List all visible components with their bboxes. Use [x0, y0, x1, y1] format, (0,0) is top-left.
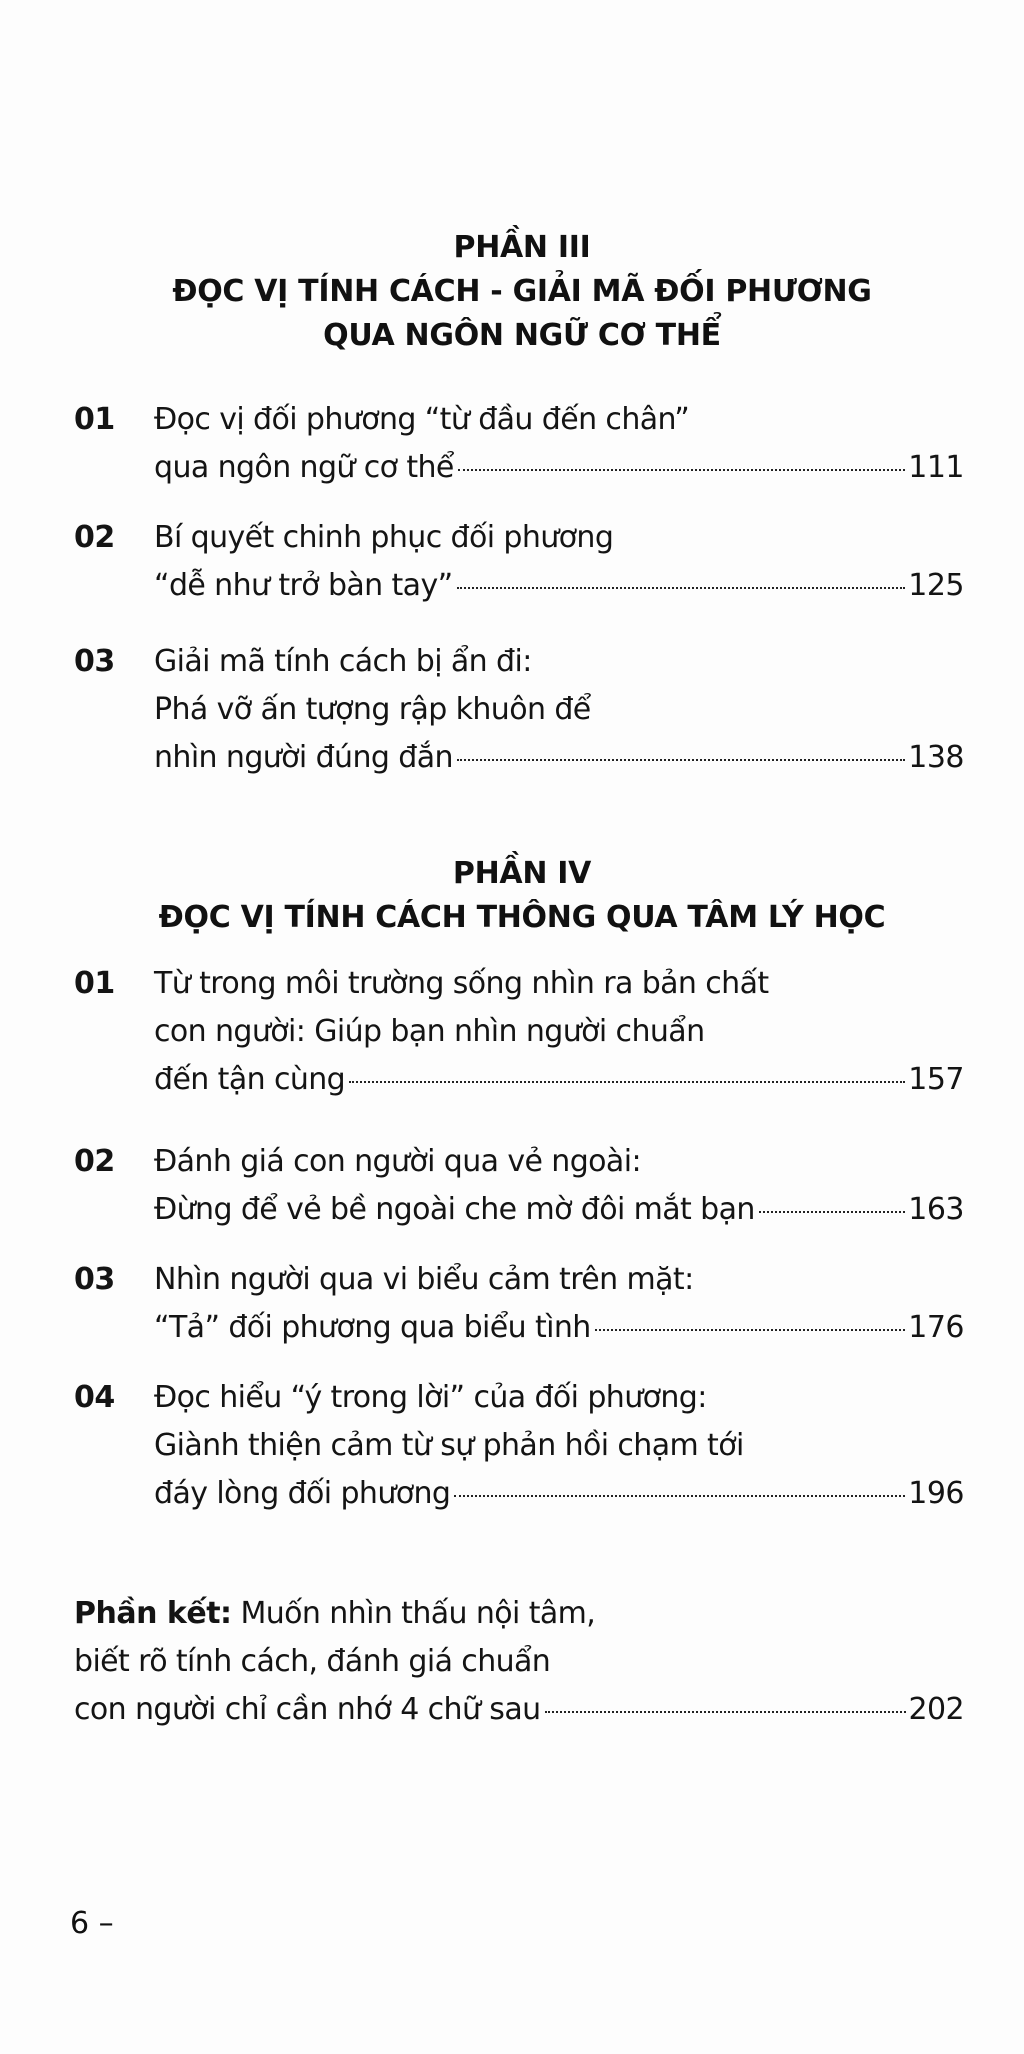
entry-title-line: đáy lòng đối phương [154, 1476, 451, 1511]
entry-title-line: Nhìn người qua vi biểu cảm trên mặt: [154, 1262, 694, 1297]
page-number: 196 [908, 1476, 964, 1511]
entry-number: 03 [74, 1262, 115, 1297]
dot-leader [458, 469, 905, 471]
closing-title-line: con người chỉ cần nhớ 4 chữ sau [74, 1692, 541, 1727]
closing-label: Phần kết: [74, 1596, 232, 1631]
page-number: 202 [908, 1692, 964, 1727]
dot-leader [349, 1081, 905, 1083]
toc-closing-entry[interactable] [74, 1590, 964, 1734]
part-label: PHẦN III [453, 230, 591, 265]
part-title-line: QUA NGÔN NGỮ CƠ THỂ [323, 318, 721, 353]
page-number: 163 [908, 1192, 964, 1227]
entry-number: 04 [74, 1380, 115, 1415]
dot-leader [454, 1495, 905, 1497]
entry-title-line: Phá vỡ ấn tượng rập khuôn để [154, 692, 591, 727]
entry-number: 03 [74, 644, 115, 679]
entry-number: 02 [74, 1144, 115, 1179]
entry-title-line: “Tả” đối phương qua biểu tình [154, 1310, 591, 1345]
entry-title-line: đến tận cùng [154, 1062, 346, 1097]
entry-title-line: qua ngôn ngữ cơ thể [154, 450, 454, 485]
closing-title-line: Muốn nhìn thấu nội tâm, [231, 1596, 596, 1631]
toc-entry[interactable] [74, 960, 964, 1104]
entry-title-line: Đọc hiểu “ý trong lời” của đối phương: [154, 1380, 707, 1415]
entry-title-line: Đừng để vẻ bề ngoài che mờ đôi mắt bạn [154, 1192, 755, 1227]
part-label: PHẦN IV [452, 856, 592, 891]
entry-title-line: con người: Giúp bạn nhìn người chuẩn [154, 1014, 705, 1049]
entry-number: 02 [74, 520, 115, 555]
page-folio: 6 – [70, 1906, 114, 1941]
page-number: 125 [908, 568, 964, 603]
toc-entry[interactable] [74, 638, 964, 782]
part-title-line: ĐỌC VỊ TÍNH CÁCH THÔNG QUA TÂM LÝ HỌC [158, 900, 886, 935]
toc-entry[interactable] [74, 514, 964, 610]
page-number: 157 [908, 1062, 964, 1097]
entry-title-line: “dễ như trở bàn tay” [154, 568, 453, 603]
dot-leader [545, 1711, 906, 1713]
closing-title-line: biết rõ tính cách, đánh giá chuẩn [74, 1644, 551, 1679]
dot-leader [457, 759, 905, 761]
entry-title-line: Từ trong môi trường sống nhìn ra bản chất [154, 966, 769, 1001]
entry-title-line: nhìn người đúng đắn [154, 740, 453, 775]
entry-title-line: Đọc vị đối phương “từ đầu đến chân” [154, 402, 690, 437]
dot-leader [759, 1211, 905, 1213]
part-heading-4 [80, 852, 964, 940]
entry-number: 01 [74, 966, 115, 1001]
page-number: 176 [908, 1310, 964, 1345]
dot-leader [595, 1329, 906, 1331]
entry-number: 01 [74, 402, 115, 437]
entry-title-line: Đánh giá con người qua vẻ ngoài: [154, 1144, 641, 1179]
page-number: 111 [908, 450, 964, 485]
entry-title-line: Giải mã tính cách bị ẩn đi: [154, 644, 532, 679]
page-number: 138 [908, 740, 964, 775]
toc-entry[interactable] [74, 1256, 964, 1352]
entry-title-line: Giành thiện cảm từ sự phản hồi chạm tới [154, 1428, 744, 1463]
part-heading-3 [80, 226, 964, 358]
entry-title-line: Bí quyết chinh phục đối phương [154, 520, 614, 555]
dot-leader [457, 587, 906, 589]
toc-entry[interactable] [74, 1374, 964, 1518]
part-title-line: ĐỌC VỊ TÍNH CÁCH - GIẢI MÃ ĐỐI PHƯƠNG [172, 274, 872, 309]
toc-entry[interactable] [74, 1138, 964, 1234]
toc-entry[interactable] [74, 396, 964, 492]
